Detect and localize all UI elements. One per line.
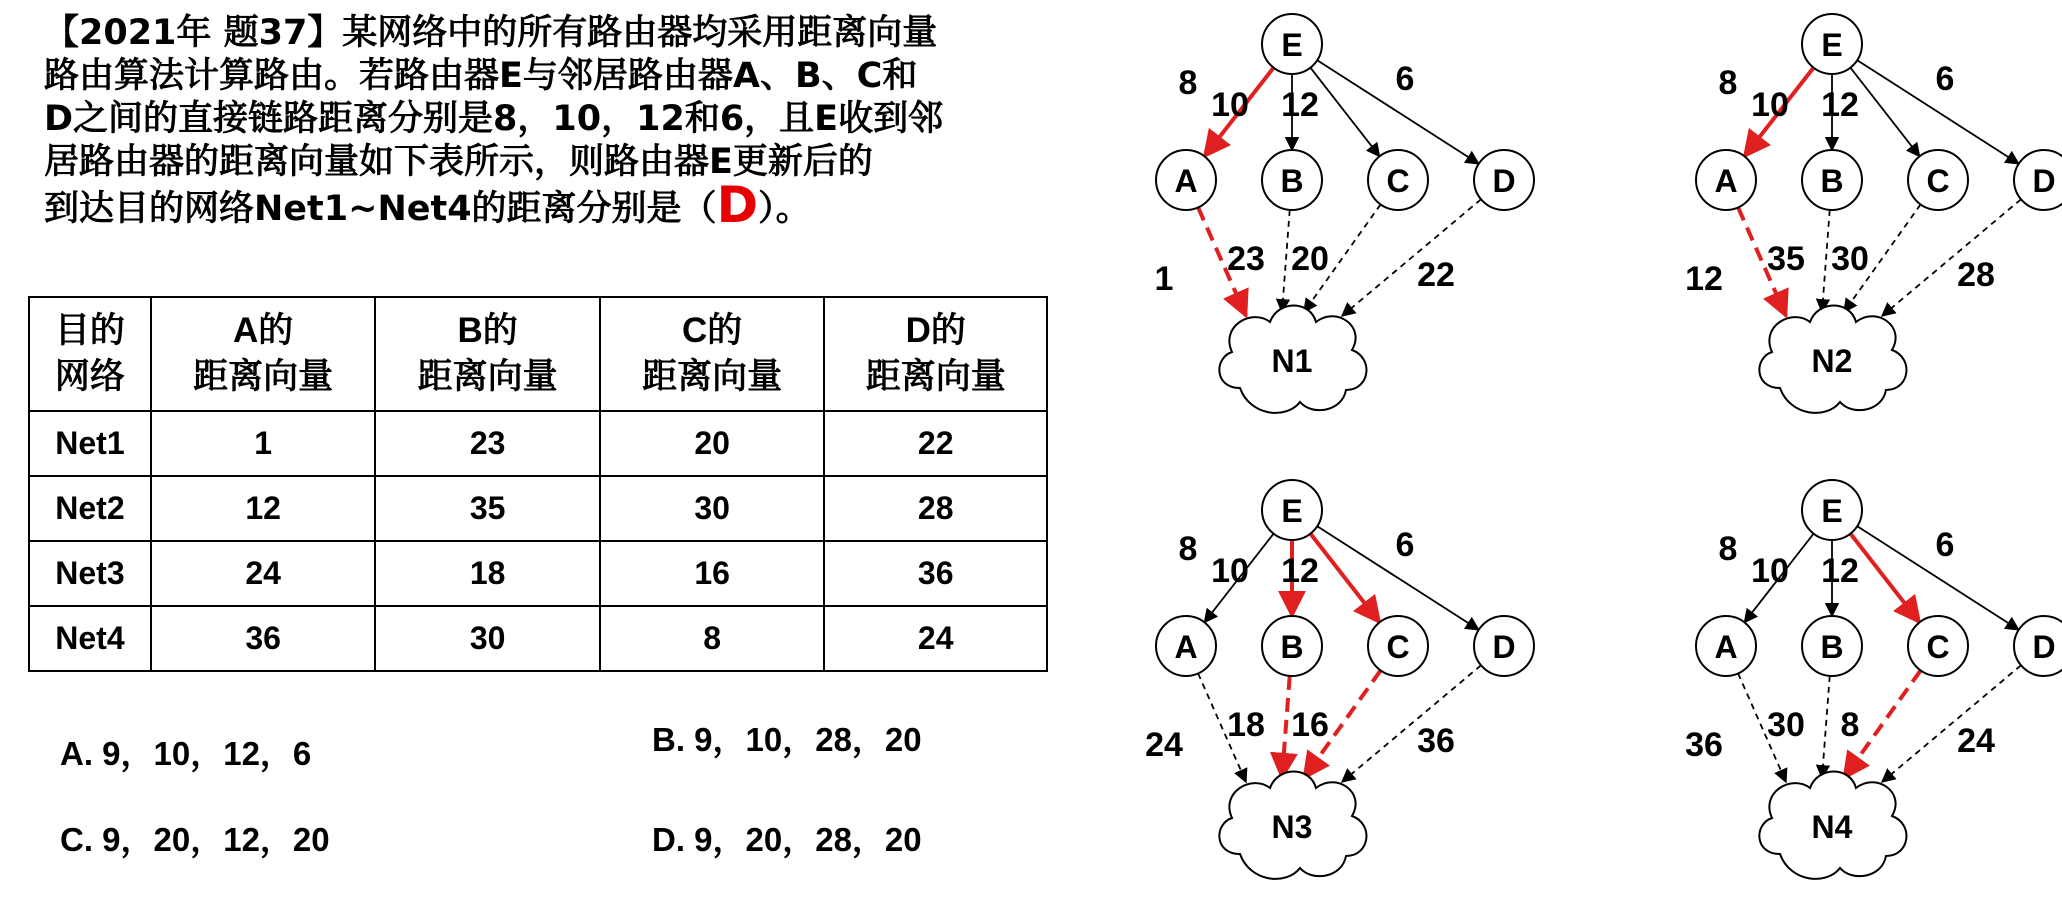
distance-label: 28 (1957, 256, 1995, 294)
link-cost-label: 8 (1178, 530, 1198, 568)
column-header (600, 297, 825, 411)
network-label: N4 (1811, 809, 1853, 845)
link-cost-label: 8 (1718, 530, 1738, 568)
router-label: C (1386, 163, 1410, 199)
header-line: 距离向量 (193, 357, 334, 396)
link-edge (1310, 534, 1379, 623)
distance-label: 24 (1145, 726, 1183, 764)
question-line (44, 176, 1044, 234)
distance-vector-table (28, 296, 1048, 672)
header-line: 网络 (54, 357, 125, 396)
route-edge (1822, 210, 1830, 312)
table-row (29, 606, 1047, 671)
table-cell: 28 (824, 476, 1047, 541)
header-line: D的 (905, 311, 966, 350)
router-label: B (1280, 163, 1304, 199)
distance-label: 8 (1840, 706, 1860, 744)
question-line: 居路由器的距离向量如下表所示，则路由器E更新后的 (44, 142, 873, 182)
answer-letter: D (716, 176, 759, 234)
link-cost-label: 12 (1281, 86, 1319, 124)
distance-label: 18 (1227, 706, 1265, 744)
route-edge (1822, 676, 1830, 778)
router-label: B (1820, 163, 1844, 199)
link-cost-label: 6 (1935, 60, 1955, 98)
table-header-row (29, 297, 1047, 411)
link-cost-label: 6 (1395, 526, 1415, 564)
link-cost-label: 12 (1281, 552, 1319, 590)
distance-label: 30 (1831, 240, 1869, 278)
table-cell: Net4 (29, 606, 151, 671)
header-line: 距离向量 (417, 357, 558, 396)
table-cell: 20 (600, 411, 825, 476)
table-cell: Net2 (29, 476, 151, 541)
network-label: N2 (1811, 343, 1853, 379)
header-line: C的 (682, 311, 743, 350)
table-cell: Net3 (29, 541, 151, 606)
question-text (44, 12, 1044, 234)
option-a[interactable]: A. 9，10，12，6 (60, 735, 312, 772)
table-cell: 1 (151, 411, 376, 476)
distance-label: 24 (1957, 722, 1995, 760)
route-edge (1342, 199, 1481, 316)
router-label: E (1821, 27, 1843, 63)
link-cost-label: 12 (1821, 552, 1859, 590)
link-cost-label: 10 (1211, 86, 1249, 124)
router-label: A (1714, 629, 1738, 665)
question-line: D之间的直接链路距离分别是8，10，12和6，且E收到邻 (44, 99, 944, 139)
table-cell: 23 (375, 411, 600, 476)
routing-diagrams (1080, 0, 2062, 898)
column-header (151, 297, 376, 411)
header-line: 距离向量 (642, 357, 783, 396)
router-label: C (1926, 163, 1950, 199)
routing-panel (1145, 480, 1534, 879)
distance-label: 16 (1291, 706, 1329, 744)
link-cost-label: 6 (1395, 60, 1415, 98)
table-cell: 12 (151, 476, 376, 541)
link-edge (1310, 68, 1379, 157)
distance-label: 36 (1417, 722, 1455, 760)
router-label: B (1280, 629, 1304, 665)
router-label: A (1174, 163, 1198, 199)
routing-panel (1685, 480, 2062, 879)
router-label: D (1492, 629, 1516, 665)
header-line: 目的 (54, 311, 125, 350)
route-edge (1882, 199, 2021, 316)
router-label: D (2032, 629, 2056, 665)
table-cell: 36 (151, 606, 376, 671)
option-d[interactable]: D. 9，20，28，20 (652, 821, 922, 858)
table-cell: 30 (375, 606, 600, 671)
routing-panel (1155, 14, 1534, 413)
router-label: A (1714, 163, 1738, 199)
column-header (824, 297, 1047, 411)
distance-label: 1 (1154, 260, 1174, 298)
router-label: C (1386, 629, 1410, 665)
column-header (29, 297, 151, 411)
table-cell: 8 (600, 606, 825, 671)
router-label: D (1492, 163, 1516, 199)
link-edge (1850, 68, 1919, 157)
route-edge (1282, 210, 1290, 312)
router-label: B (1820, 629, 1844, 665)
table-cell: Net1 (29, 411, 151, 476)
link-cost-label: 12 (1821, 86, 1859, 124)
router-label: E (1281, 27, 1303, 63)
header-line: B的 (457, 311, 518, 350)
route-edge (1342, 665, 1481, 782)
link-cost-label: 6 (1935, 526, 1955, 564)
router-label: D (2032, 163, 2056, 199)
header-line: A的 (232, 311, 294, 350)
table-cell: 22 (824, 411, 1047, 476)
table-cell: 36 (824, 541, 1047, 606)
route-edge (1282, 676, 1290, 778)
link-cost-label: 10 (1751, 86, 1789, 124)
column-header (375, 297, 600, 411)
distance-label: 12 (1685, 260, 1723, 298)
table-cell: 18 (375, 541, 600, 606)
network-label: N1 (1271, 343, 1313, 379)
router-label: C (1926, 629, 1950, 665)
table-row (29, 541, 1047, 606)
table-cell: 30 (600, 476, 825, 541)
router-label: E (1281, 493, 1303, 529)
link-cost-label: 8 (1178, 64, 1198, 102)
table-cell: 35 (375, 476, 600, 541)
router-label: E (1821, 493, 1843, 529)
option-c[interactable]: C. 9，20，12，20 (60, 821, 330, 858)
network-label: N3 (1271, 809, 1313, 845)
distance-label: 22 (1417, 256, 1455, 294)
link-cost-label: 8 (1718, 64, 1738, 102)
link-cost-label: 10 (1211, 552, 1249, 590)
link-cost-label: 10 (1751, 552, 1789, 590)
question-line: 路由算法计算路由。若路由器E与邻居路由器A、B、C和 (44, 56, 918, 96)
table-cell: 24 (151, 541, 376, 606)
table-cell: 16 (600, 541, 825, 606)
route-edge (1882, 665, 2021, 782)
routing-panel (1685, 14, 2062, 413)
table-row (29, 476, 1047, 541)
table-row (29, 411, 1047, 476)
question-line-end: ）。 (758, 189, 811, 229)
table-cell: 24 (824, 606, 1047, 671)
distance-label: 30 (1767, 706, 1805, 744)
header-line: 距离向量 (865, 357, 1006, 396)
router-label: A (1174, 629, 1198, 665)
link-edge (1850, 534, 1919, 623)
distance-label: 35 (1767, 240, 1805, 278)
distance-label: 23 (1227, 240, 1265, 278)
distance-label: 20 (1291, 240, 1329, 278)
distance-label: 36 (1685, 726, 1723, 764)
question-line-text: 到达目的网络Net1~Net4的距离分别是（ (44, 189, 717, 229)
option-b[interactable]: B. 9，10，28，20 (652, 721, 922, 758)
question-line: 【2021年 题37】某网络中的所有路由器均采用距离向量 (44, 13, 938, 53)
